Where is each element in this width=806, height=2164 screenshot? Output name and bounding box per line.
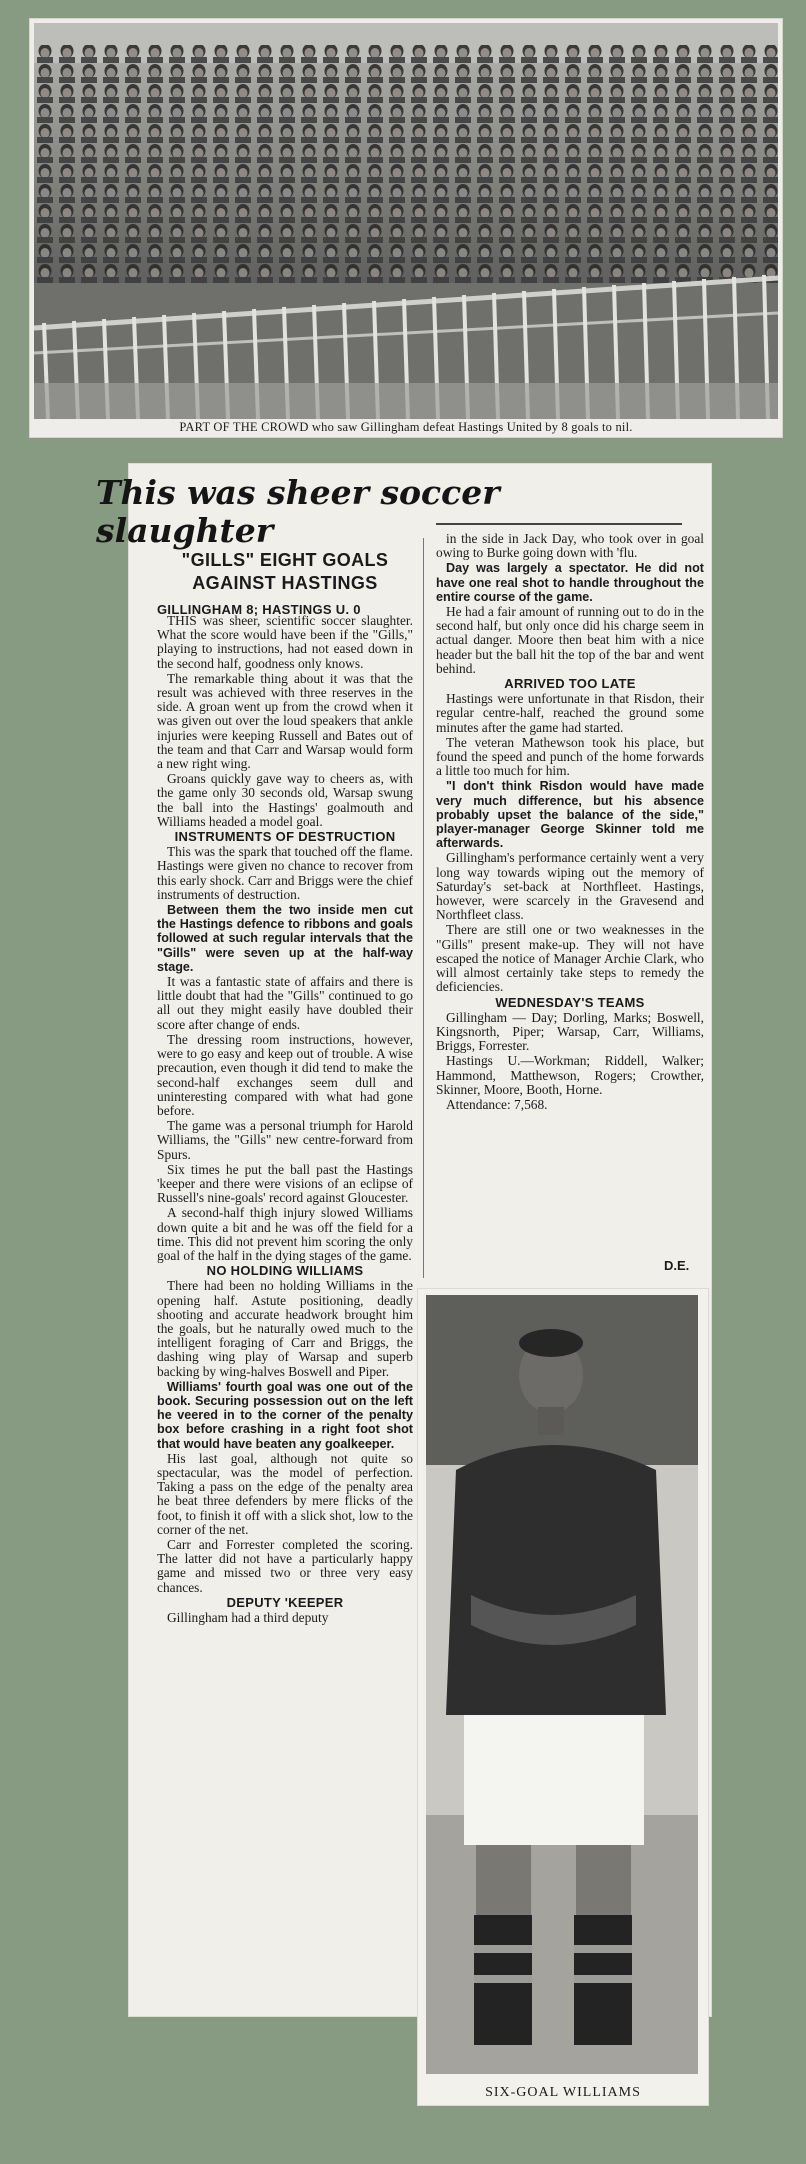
article-paragraph: The veteran Mathewson took his place, but found the speed and punch of the home forwards a little too much for him. (436, 734, 704, 779)
column-rule (423, 538, 424, 1278)
article-paragraph: His last goal, although not quite so spectacular, was the model of perfection. Taking a pass on the edge of the penalty area he beat three defenders by mere flicks of the foot, to finish it off with a slick shot, low to the corner of the net. (157, 1450, 413, 1537)
article-paragraph: This was the spark that touched off the flame. Hastings were given no chance to recover from this early shock. Carr and Briggs were the chief instruments of destruction. (157, 844, 413, 902)
article-paragraph: "I don't think Risdon would have made very much difference, but his absence probably upset the balance of the side," player-manager George Skinner told me afterwards. (436, 779, 704, 851)
article-headline: This was sheer soccer slaughter (96, 473, 500, 550)
article-paragraph: There had been no holding Williams in the opening half. Astute positioning, deadly shooting and accurate headwork brought him the goals, but he naturally owed much to the intelligent foraging of Carr and Briggs, the dashing wing play of Warsap and superb backing by wing-halves Boswell and Piper. (157, 1278, 413, 1379)
player-photo (426, 1295, 698, 2074)
crowd-photo (34, 23, 778, 419)
headline-rule (436, 523, 682, 525)
article-paragraph: in the side in Jack Day, who took over in goal owing to Burke going down with 'flu. (436, 531, 704, 561)
player-photo-frame (417, 1288, 709, 2106)
author-initials: D.E. (664, 1258, 690, 1273)
article-paragraph: Williams' fourth goal was one out of the book. Securing possession out on the left he veered in to the corner of the penalty box before crashing in a right foot shot that would have beaten any goalkeeper. (157, 1379, 413, 1451)
article-paragraph: Gillingham had a third deputy (167, 1610, 329, 1626)
article-paragraph: The remarkable thing about it was that the result was achieved with three reserves in the side. A groan went up from the crowd when it was given out over the loud speakers that ankle injuries were keeping Russell and Bates out of the team and that Carr and Warsap would form a new right wing. (157, 670, 413, 772)
article-paragraph: Carr and Forrester completed the scoring. The latter did not have a particularly happy game and missed two or three very easy chances. (157, 1537, 413, 1595)
article-paragraph: Hastings U.—Workman; Riddell, Walker; Hammond, Matthewson, Rogers; Crowther, Skinner, Moore, Booth, Horne. (436, 1053, 704, 1097)
crowd-photo-frame (29, 18, 783, 438)
section-subheading: ARRIVED TOO LATE (504, 676, 636, 692)
article-scoreline: GILLINGHAM 8; HASTINGS U. 0 (157, 602, 361, 617)
player-illustration (426, 1295, 698, 2074)
article-paragraph: There are still one or two weaknesses in the "Gills" present make-up. They will not have escaped the notice of Manager Archie Clark, who will almost certainly take steps to remedy the deficiencies. (436, 922, 704, 995)
section-subheading: NO HOLDING WILLIAMS (206, 1263, 364, 1279)
article-paragraph: Groans quickly gave way to cheers as, with the game only 30 seconds old, Warsap swung the ball into the Hastings' goalmouth and Williams headed a model goal. (157, 771, 413, 829)
article-paragraph: Hastings were unfortunate in that Risdon, their regular centre-half, reached the ground some minutes after the game had started. (436, 691, 704, 735)
article-paragraph: He had a fair amount of running out to do in the second half, but only once did his charge seem in actual danger. Moore then beat him with a nice header but the ball hit the top of the bar and went behind. (436, 604, 704, 676)
article-paragraph: Six times he put the ball past the Hastings 'keeper and there were visions of an eclipse of Russell's nine-goals' record against Gloucester. (157, 1161, 413, 1206)
article-paragraph: Gillingham's performance certainly went a very long way towards wiping out the memory of Saturday's set-back at Northfleet. Hastings, however, were scarcely in the Gravesend and Northfleet class. (436, 850, 704, 923)
section-subheading: INSTRUMENTS OF DESTRUCTION (174, 829, 396, 845)
article-right-column (436, 532, 704, 1113)
article-left-column (157, 614, 413, 1626)
article-paragraph: Gillingham — Day; Dorling, Marks; Boswell, Kingsnorth, Piper; Warsap, Carr, Williams, Briggs, Forrester. (436, 1009, 704, 1054)
article-paragraph: THIS was sheer, scientific soccer slaughter. What the score would have been if the "Gills," playing to instructions, had not eased down in the second half, goodness only knows. (157, 613, 413, 671)
section-subheading: WEDNESDAY'S TEAMS (495, 994, 645, 1010)
article-paragraph: Day was largely a spectator. He did not have one real shot to handle throughout the entire course of the game. (436, 561, 704, 604)
article-paragraph: It was a fantastic state of affairs and there is little doubt that had the "Gills" continued to go all out they might easily have doubled their score after change of ends. (157, 974, 413, 1032)
article-deck: "GILLS" EIGHT GOALS AGAINST HASTINGS (181, 550, 389, 593)
crowd-photo-caption: PART OF THE CROWD who saw Gillingham defeat Hastings United by 8 goals to nil. (179, 420, 633, 434)
article-paragraph: The game was a personal triumph for Harold Williams, the "Gills" new centre-forward from Spurs. (157, 1118, 413, 1162)
player-photo-caption: SIX-GOAL WILLIAMS (485, 2085, 641, 2100)
article-paragraph: Between them the two inside men cut the Hastings defence to ribbons and goals followed at such regular intervals that the "Gills" were seven up at the half-way stage. (157, 903, 413, 974)
article-paragraph: Attendance: 7,568. (446, 1096, 548, 1112)
article-paragraph: A second-half thigh injury slowed Williams down quite a bit and he was off the field for a time. This did not prevent him scoring the only goal of the half in the dying stages of the game. (157, 1205, 413, 1263)
section-subheading: DEPUTY 'KEEPER (226, 1594, 344, 1610)
crowd-illustration (34, 23, 778, 419)
article-paragraph: The dressing room instructions, however, were to go easy and keep out of trouble. A wise precaution, even though it did tend to make the second-half exchanges seem dull and uninteresting compared with what had gone before. (157, 1031, 413, 1118)
